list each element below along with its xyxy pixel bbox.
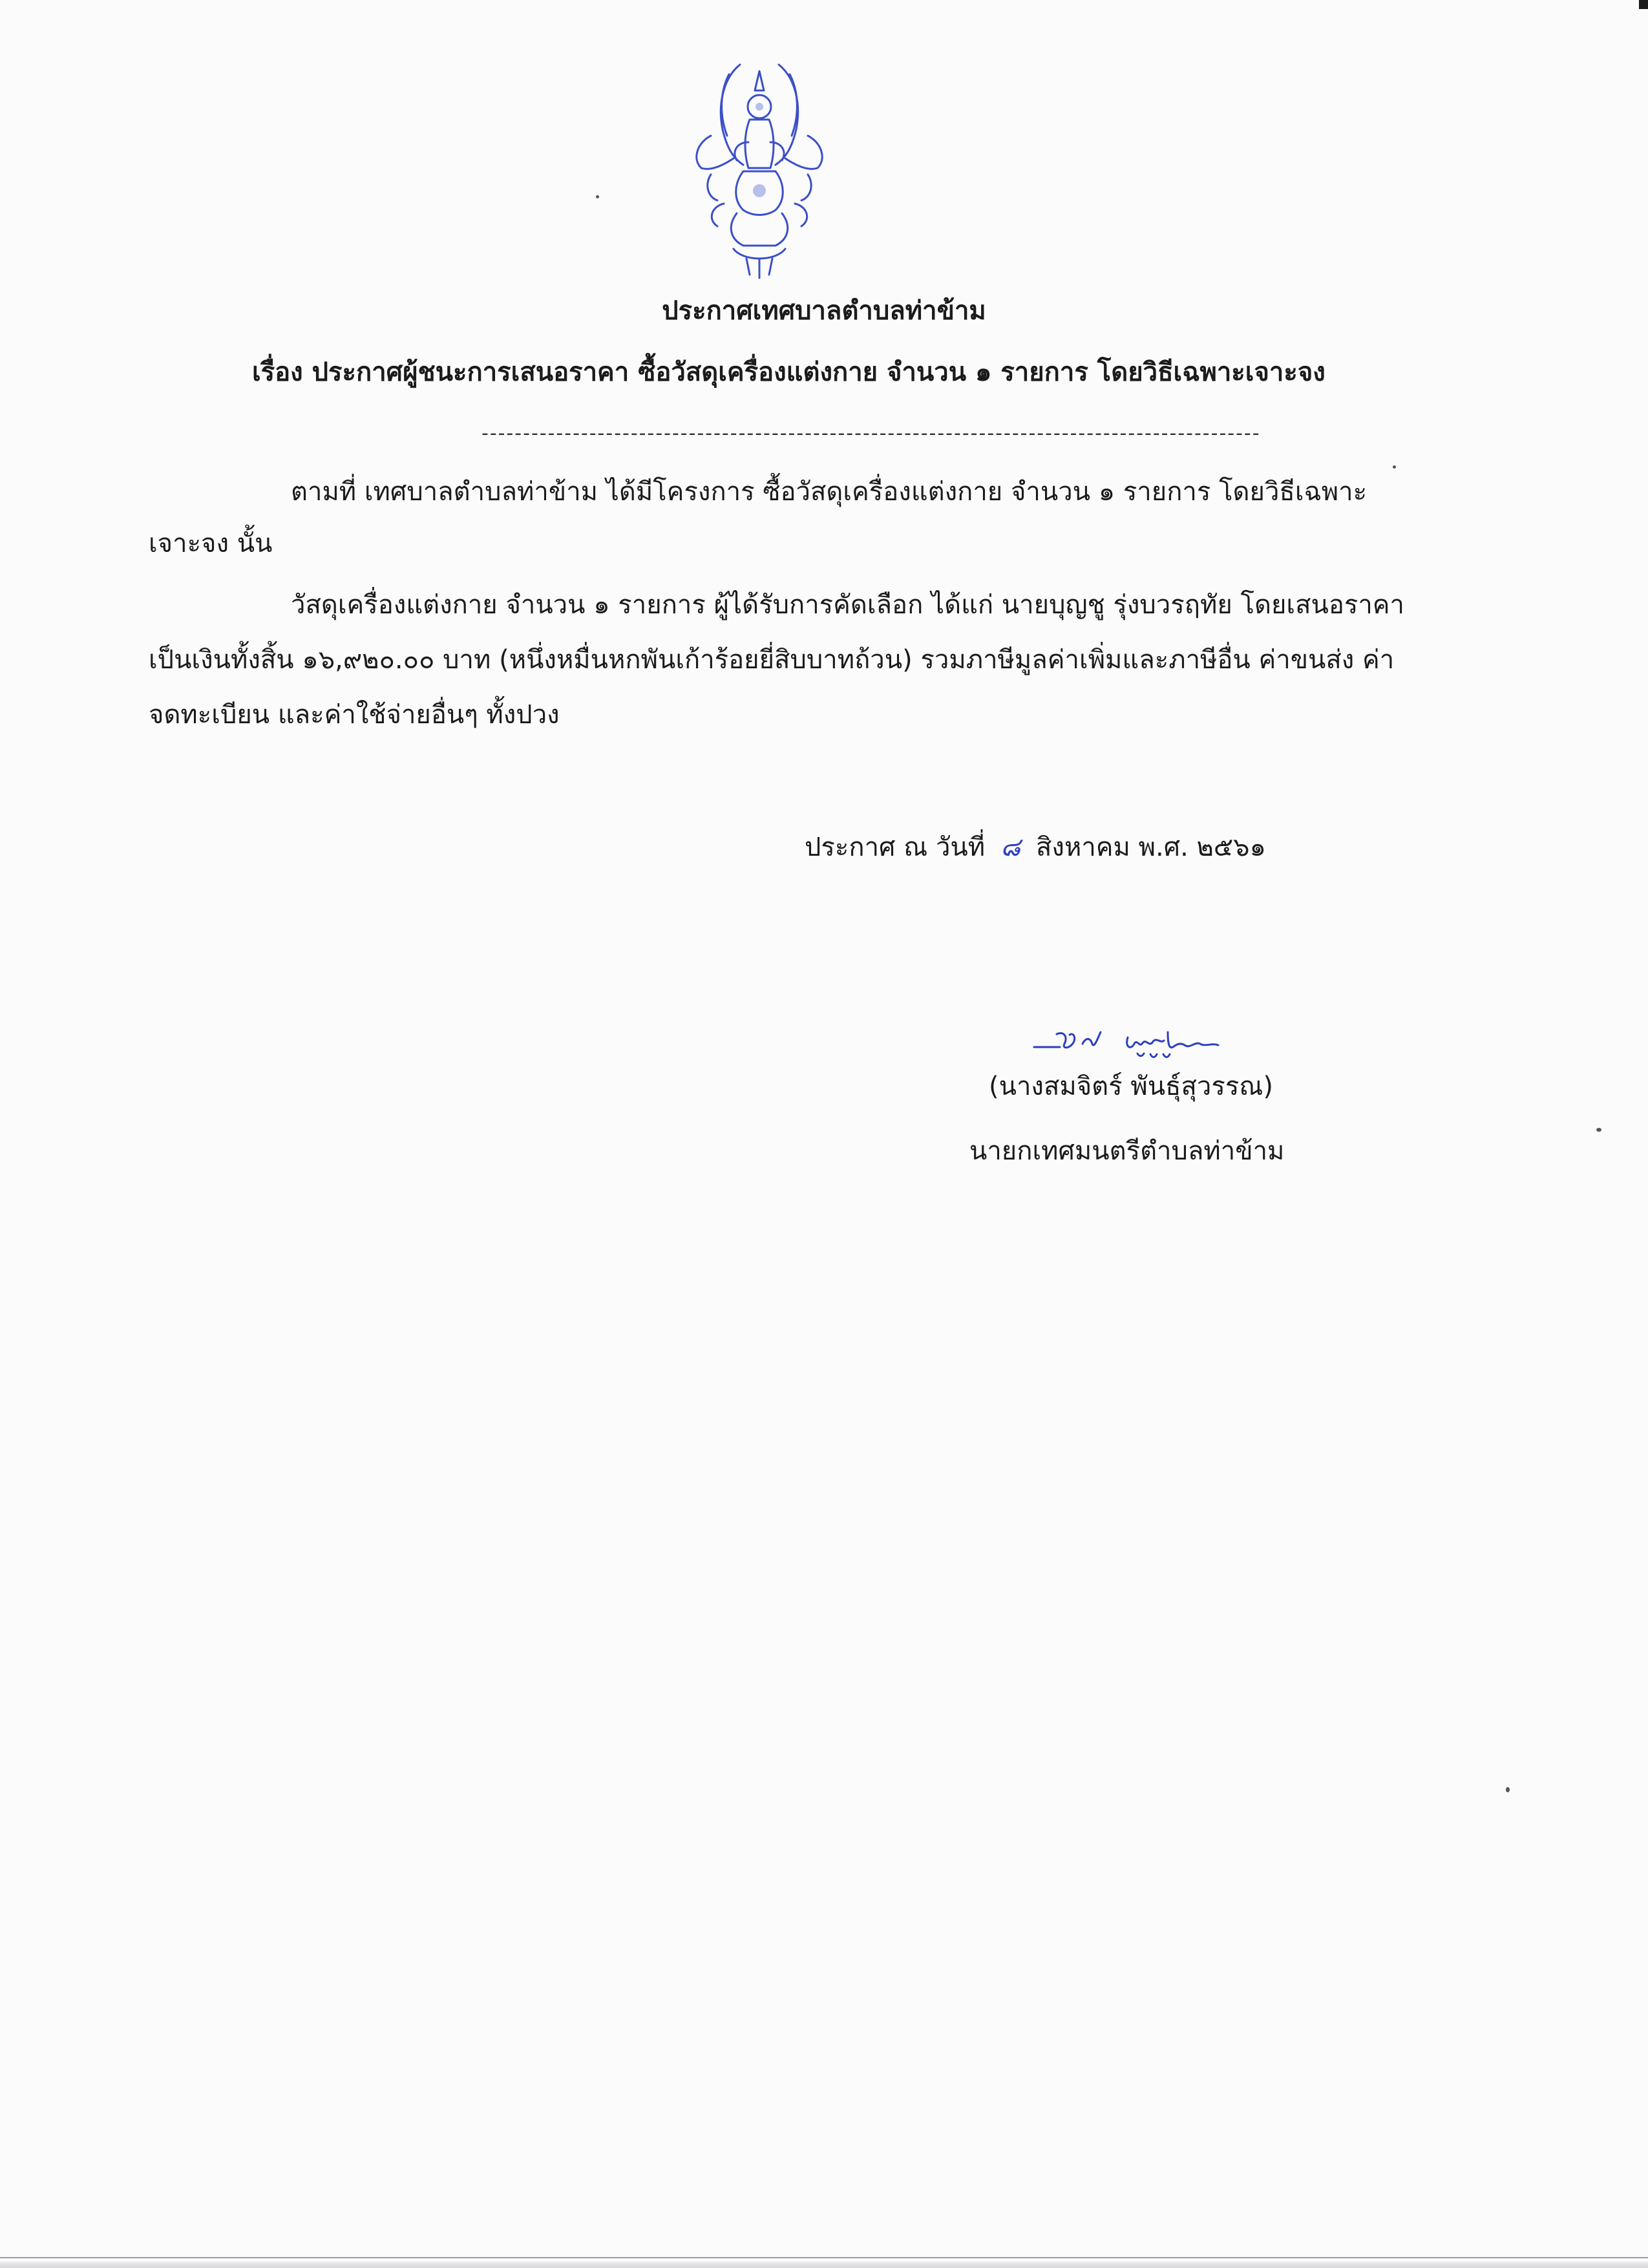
scan-speck — [1596, 1128, 1601, 1132]
paragraph-2-line-3: จดทะเบียน และค่าใช้จ่ายอื่นๆ ทั้งปวง — [149, 700, 560, 730]
scan-speck — [1393, 465, 1396, 469]
paragraph-1-line-2: เจาะจง นั้น — [149, 529, 273, 558]
dateline-month-year: สิงหาคม พ.ศ. ๒๕๖๑ — [1036, 832, 1266, 862]
scan-speck — [596, 195, 599, 198]
handwritten-signature — [1031, 1018, 1238, 1076]
dateline-prefix: ประกาศ ณ วันที่ — [805, 832, 986, 862]
paragraph-1-line-1: ตามที่ เทศบาลตำบลท่าข้าม ได้มีโครงการ ซื้อวัสดุเครื่องแต่งกาย จำนวน ๑ รายการ โดยวิธีเฉพาะ — [291, 477, 1368, 507]
garuda-emblem-icon — [672, 45, 847, 284]
dateline-day: ๘ — [1000, 832, 1020, 862]
signatory-position: นายกเทศมนตรีตำบลท่าข้าม — [969, 1136, 1285, 1166]
scan-bottom-edge — [0, 2262, 1648, 2268]
document-subject: เรื่อง ประกาศผู้ชนะการเสนอราคา ซื้อวัสดุเครื่องแต่งกาย จำนวน ๑ รายการ โดยวิธีเฉพาะเจาะจง — [252, 357, 1326, 387]
document-title: ประกาศเทศบาลตำบลท่าข้าม — [662, 296, 986, 326]
dateline — [805, 831, 1266, 864]
divider-line: ---------------------------------------------------------------------------------------------- — [481, 422, 1261, 445]
paragraph-2-line-1: วัสดุเครื่องแต่งกาย จำนวน ๑ รายการ ผู้ได้รับการคัดเลือก ได้แก่ นายบุญชู รุ่งบวรฤทัย โดยเสนอราคา — [291, 590, 1405, 620]
signatory-name: (นางสมจิตร์ พันธุ์สุวรรณ) — [989, 1072, 1274, 1101]
scan-corner-mark — [1639, 0, 1648, 9]
scan-speck — [1506, 1787, 1510, 1792]
paragraph-2-line-2: เป็นเงินทั้งสิ้น ๑๖,๙๒๐.๐๐ บาท (หนึ่งหมื่นหกพันเก้าร้อยยี่สิบบาทถ้วน) รวมภาษีมูลค่าเพิ่มและภาษีอื่น ค่าขนส่ง ค่า — [149, 645, 1395, 675]
page-bottom-rule — [0, 2257, 1648, 2258]
